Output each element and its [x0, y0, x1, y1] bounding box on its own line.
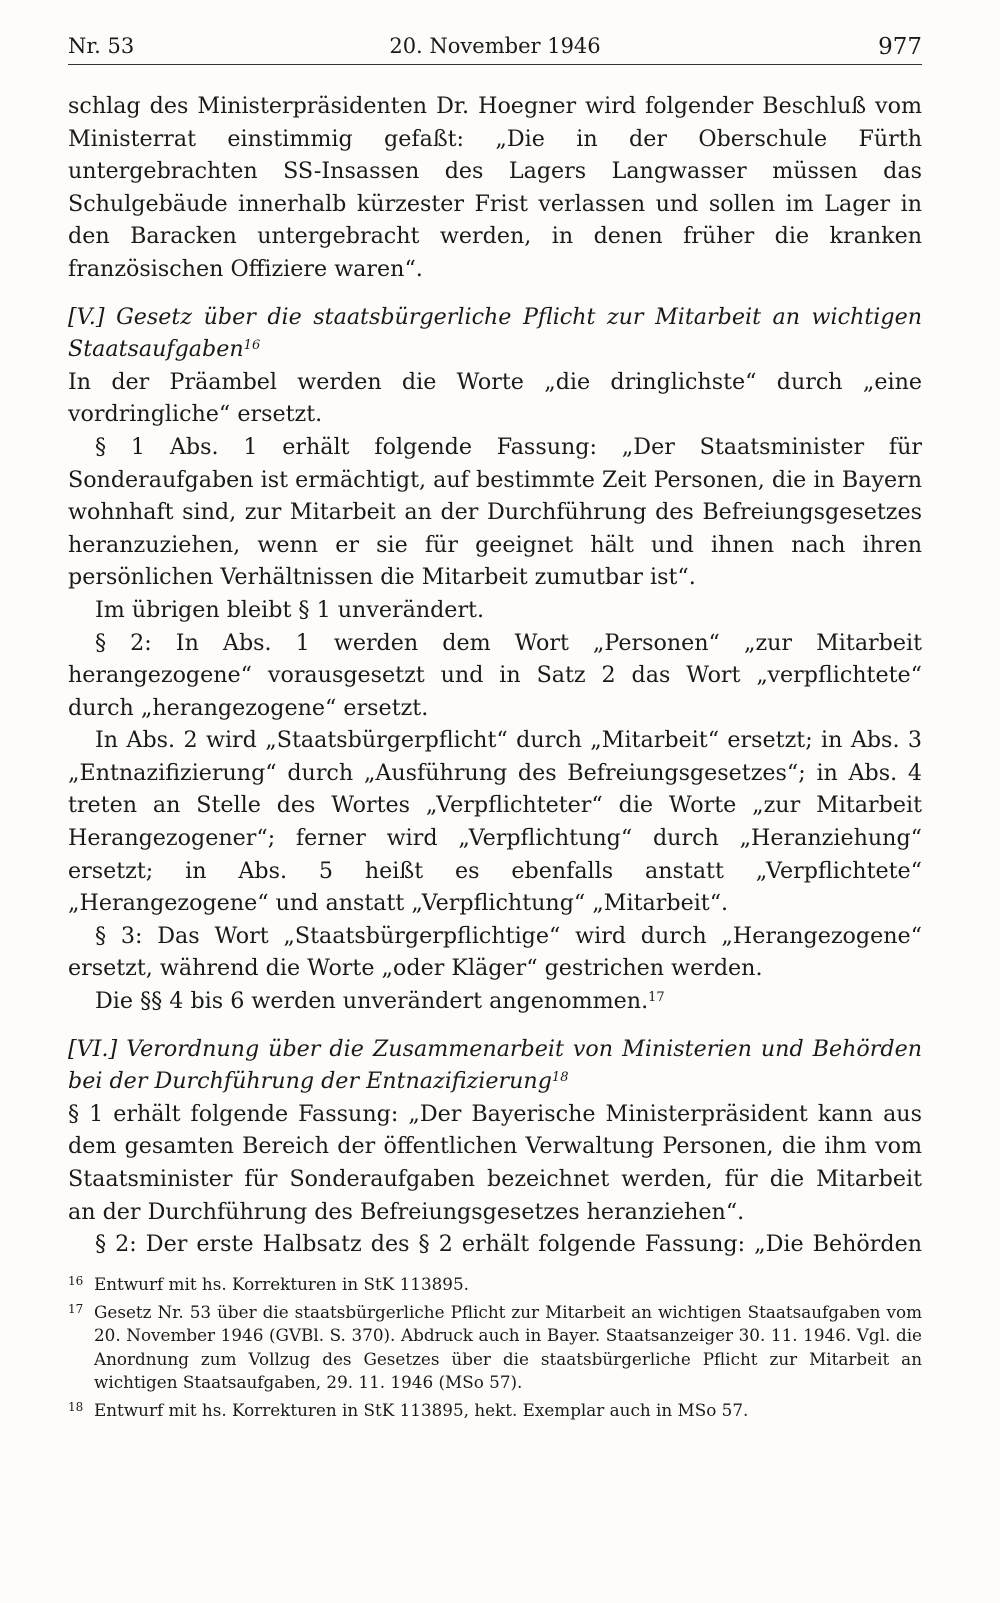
paragraph: In Abs. 2 wird „Staatsbürgerpflicht“ durch „Mitarbeit“ ersetzt; in Abs. 3 „Entnazifizierung“ durch „Ausführung des Befreiungsgesetzes“; in Abs. 4 treten an Stelle des Wortes „Verpflichteter“ die Worte „zur Mitarbeit Herangezogener“; ferner wird „Verpflichtung“ durch „Heranziehung“ ersetzt; in Abs. 5 heißt es ebenfalls anstatt „Verpflichtete“ „Herangezogene“ und anstatt „Verpflichtung“ „Mitarbeit“. — [68, 727, 922, 917]
footnote-number: 18 — [68, 1399, 84, 1414]
footnote-ref[interactable]: 17 — [648, 990, 665, 1006]
footnote-number: 17 — [68, 1301, 84, 1316]
footnote-ref[interactable]: 18 — [551, 1070, 569, 1086]
footnote — [68, 1301, 922, 1395]
footnote-ref[interactable]: 16 — [243, 338, 261, 354]
section-heading-v — [68, 301, 922, 366]
footnotes — [68, 1273, 922, 1427]
paragraph — [68, 985, 922, 1018]
section-number: [V.] — [68, 303, 105, 330]
section-number: [VI.] — [68, 1035, 118, 1062]
section-heading-vi — [68, 1033, 922, 1098]
paragraph: In der Präambel werden die Worte „die dringlichste“ durch „eine vordringliche“ ersetzt. — [68, 368, 922, 428]
header-date: 20. November 1946 — [389, 34, 601, 58]
footnote-text: Entwurf mit hs. Korrekturen in StK 113895, hekt. Exemplar auch in MSo 57. — [94, 1399, 749, 1420]
footnote — [68, 1399, 922, 1423]
paragraph: § 3: Das Wort „Staatsbürgerpflichtige“ wird durch „Herangezogene“ ersetzt, während die Worte „oder Kläger“ gestrichen werden. — [68, 922, 922, 982]
footnote-number: 16 — [68, 1274, 84, 1288]
paragraph: § 2: In Abs. 1 werden dem Wort „Personen“ „zur Mitarbeit herangezogene“ vorausgesetzt und in Satz 2 das Wort „verpflichtete“ durch „herangezogene“ ersetzt. — [68, 629, 922, 721]
paragraph-text: Die §§ 4 bis 6 werden unverändert angenommen. — [95, 988, 649, 1015]
section-title: Gesetz über die staatsbürgerliche Pflicht zur Mitarbeit an wichtigen Staatsaufgaben — [68, 303, 923, 363]
page-number: 977 — [878, 34, 922, 60]
paragraph: § 2: Der erste Halbsatz des § 2 erhält folgende Fassung: „Die Behörden — [95, 1231, 922, 1258]
paragraph: schlag des Ministerpräsidenten Dr. Hoegner wird folgender Beschluß vom Ministerrat einstimmig gefaßt: „Die in der Oberschule Fürth untergebrachten SS-Insassen des Lagers Langwasser müssen das Schulgebäude innerhalb kürzester Frist verlassen und sollen im Lager in den Baracken untergebracht werden, in denen früher die kranken französischen Offiziere waren“. — [68, 93, 922, 282]
paragraph: Im übrigen bleibt § 1 unverändert. — [95, 596, 485, 623]
paragraph: § 1 erhält folgende Fassung: „Der Bayerische Ministerpräsident kann aus dem gesamten Bereich der öffentlichen Verwaltung Personen, die ihm vom Staatsminister für Sonderaufgaben bezeichnet werden, für die Mitarbeit an der Durchführung des Befreiungsgesetzes heranziehen“. — [68, 1100, 922, 1225]
section-title: Verordnung über die Zusammenarbeit von Ministerien und Behörden bei der Durchführung der Entnazifizierung — [68, 1035, 922, 1095]
footnote — [68, 1273, 922, 1297]
paragraph: § 1 Abs. 1 erhält folgende Fassung: „Der Staatsminister für Sonderaufgaben ist ermächtigt, auf bestimmte Zeit Personen, die in Bayern wohnhaft sind, zur Mitarbeit an der Durchführung des Befreiungsgesetzes heranzuziehen, wenn er sie für geeignet hält und ihnen nach ihren persönlichen Verhältnissen die Mitarbeit zumutbar ist“. — [68, 433, 922, 591]
footnote-text: Gesetz Nr. 53 über die staatsbürgerliche Pflicht zur Mitarbeit an wichtigen Staatsaufgaben vom 20. November 1946 (GVBl. S. 370). Abdruck auch in Bayer. Staatsanzeiger 30. 11. 1946. Vgl. die Anordnung zum Vollzug des Gesetzes über die staatsbürgerliche Pflicht zur Mitarbeit an wichtigen Staatsaufgaben, 29. 11. 1946 (MSo 57). — [94, 1301, 922, 1393]
footnote-text: Entwurf mit hs. Korrekturen in StK 113895. — [94, 1274, 469, 1294]
issue-number: Nr. 53 — [68, 34, 135, 58]
main-text — [68, 90, 922, 1261]
page-header — [68, 30, 922, 65]
